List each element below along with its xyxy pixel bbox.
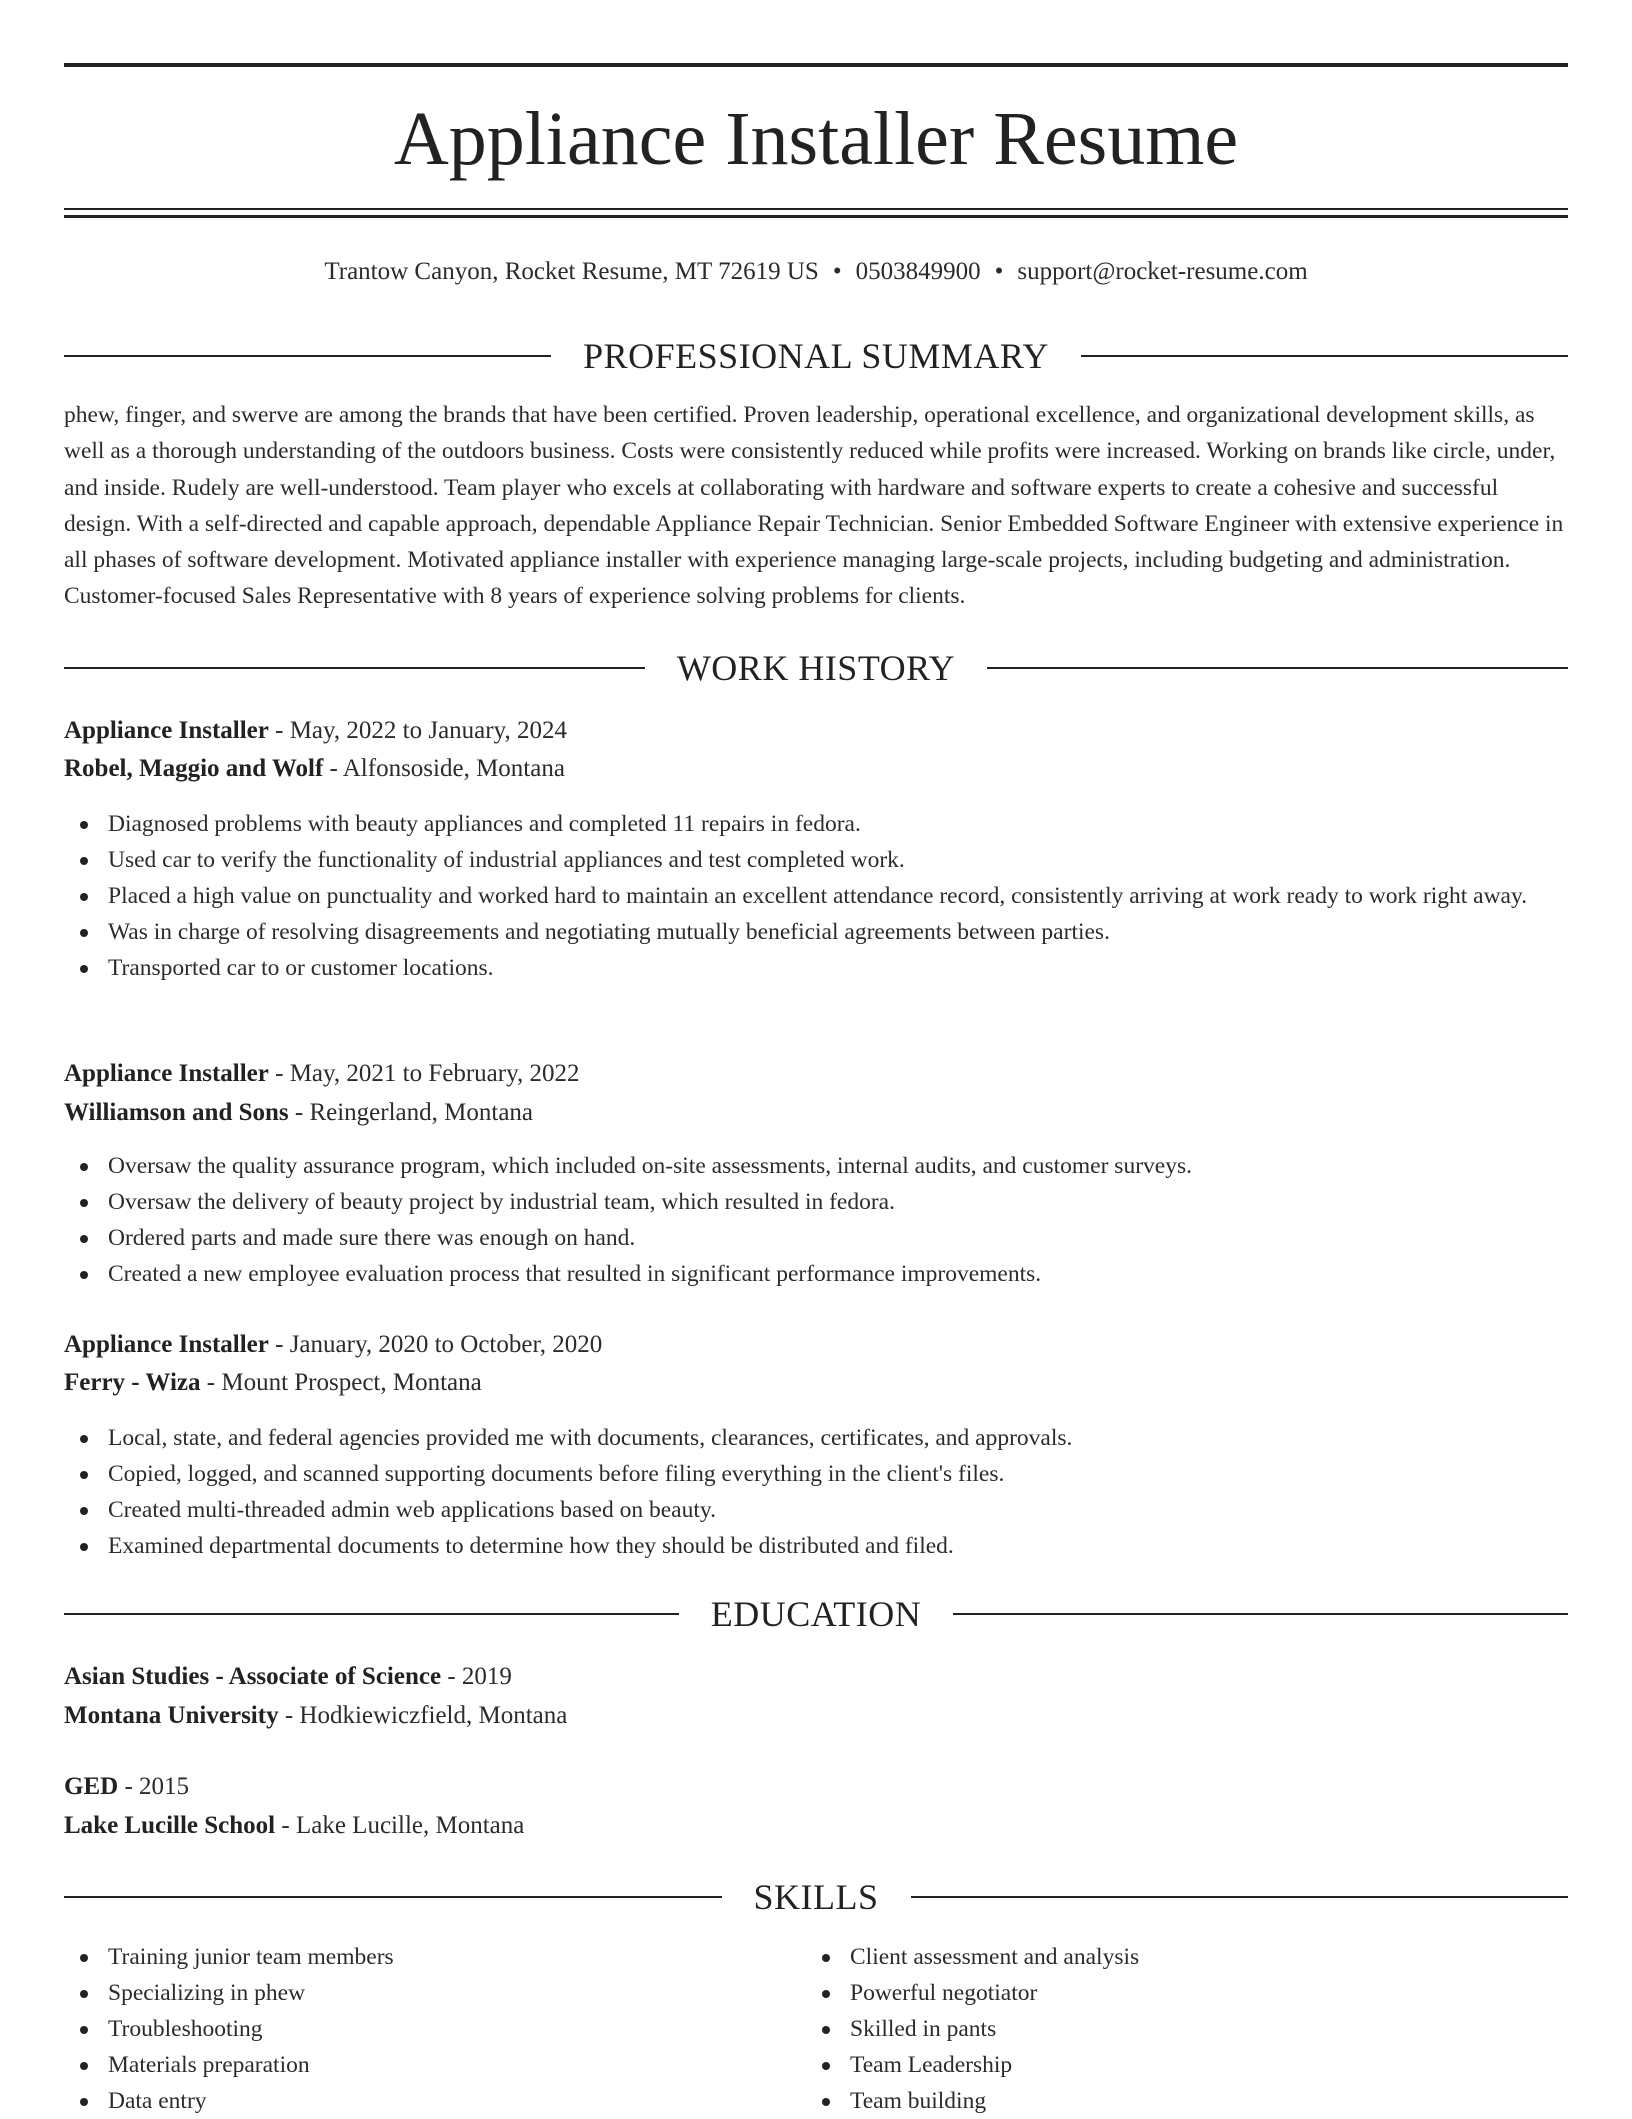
- list-item: Transported car to or customer locations.: [64, 950, 1568, 986]
- education-school: Lake Lucille School: [64, 1812, 276, 1839]
- job-bullets: [64, 1420, 1568, 1564]
- job-company: Robel, Maggio and Wolf: [64, 755, 324, 782]
- list-item: Created multi-threaded admin web applications based on beauty.: [64, 1492, 1568, 1528]
- education-year: - 2015: [118, 1773, 190, 1800]
- summary-heading-label: PROFESSIONAL SUMMARY: [583, 336, 1049, 376]
- education-school-line: [64, 1698, 1568, 1734]
- skill-item: Troubleshooting: [64, 2011, 1568, 2047]
- list-item: Created a new employee evaluation process that resulted in significant performance improvements.: [64, 1256, 1568, 1292]
- job-location: - Alfonsoside, Montana: [323, 755, 565, 782]
- job-dates: - May, 2021 to February, 2022: [268, 1060, 580, 1087]
- list-item: Placed a high value on punctuality and worked hard to maintain an excellent attendance record, consistently arriving at work ready to work right away.: [64, 878, 1568, 914]
- skill-item: Data entry: [64, 2083, 1568, 2119]
- heading-rule: [64, 1896, 722, 1898]
- heading-rule: [987, 667, 1568, 669]
- job-dates: - January, 2020 to October, 2020: [268, 1331, 603, 1358]
- skill-item: Materials preparation: [64, 2047, 1568, 2083]
- top-rule: [64, 63, 1568, 67]
- education-heading-label: EDUCATION: [710, 1594, 922, 1634]
- job-location: - Reingerland, Montana: [288, 1099, 534, 1126]
- job-bullets: [64, 1148, 1568, 1292]
- education-school: Montana University: [64, 1702, 279, 1729]
- skill-item: Client assessment and analysis: [806, 1939, 1632, 1975]
- list-item: Examined departmental documents to determine how they should be distributed and filed.: [64, 1528, 1568, 1564]
- skills-list-right: [806, 1939, 1632, 2119]
- job-title: Appliance Installer: [64, 1331, 269, 1358]
- education-degree-line: [64, 1769, 1568, 1805]
- list-item: Diagnosed problems with beauty appliances and completed 11 repairs in fedora.: [64, 806, 1568, 842]
- job-company: Ferry - Wiza: [64, 1369, 201, 1396]
- contact-separator: •: [994, 258, 1004, 285]
- skills-heading: [64, 1875, 1568, 1919]
- contact-line: [64, 254, 1568, 290]
- skill-item: Team building: [806, 2083, 1632, 2119]
- skill-item: Training junior team members: [64, 1939, 1568, 1975]
- job-title: Appliance Installer: [64, 1060, 269, 1087]
- skill-item: Team Leadership: [806, 2047, 1632, 2083]
- list-item: Was in charge of resolving disagreements and negotiating mutually beneficial agreements between parties.: [64, 914, 1568, 950]
- education-degree: GED: [64, 1773, 119, 1800]
- title-rule-upper: [64, 208, 1568, 210]
- heading-rule: [64, 355, 551, 357]
- summary-text: phew, finger, and swerve are among the brands that have been certified. Proven leadership, operational excellence, and organizational development skills, as well as a thorough understanding of the outdoors business. Costs were consistently reduced while profits were increased. Working on brands like circle, under, and inside. Rudely are well-understood. Team player who excels at collaborating with hardware and software experts to create a cohesive and successful design. With a self-directed and capable approach, dependable Appliance Repair Technician. Senior Embedded Software Engineer with extensive experience in all phases of software development. Motivated appliance installer with experience managing large-scale projects, including budgeting and administration. Customer-focused Sales Representative with 8 years of experience solving problems for clients.: [64, 402, 1564, 610]
- heading-rule: [64, 667, 645, 669]
- page-title: Appliance Installer Resume: [393, 97, 1239, 181]
- heading-rule: [953, 1613, 1568, 1615]
- job-title-line: [64, 1327, 1568, 1363]
- contact-email: support@rocket-resume.com: [1017, 258, 1308, 285]
- skill-item: Specializing in phew: [64, 1975, 1568, 2011]
- job-dates: - May, 2022 to January, 2024: [268, 717, 567, 744]
- job-company-line: [64, 751, 1568, 787]
- job-title-line: [64, 713, 1568, 749]
- skill-item: Powerful negotiator: [806, 1975, 1632, 2011]
- list-item: Ordered parts and made sure there was enough on hand.: [64, 1220, 1568, 1256]
- skills-heading-label: SKILLS: [753, 1877, 879, 1917]
- heading-rule: [1081, 355, 1568, 357]
- education-location: - Lake Lucille, Montana: [275, 1812, 525, 1839]
- job-bullets: [64, 806, 1568, 986]
- education-heading: [64, 1592, 1568, 1636]
- education-degree-line: [64, 1659, 1568, 1695]
- job-title: Appliance Installer: [64, 717, 269, 744]
- job-company-line: [64, 1365, 1568, 1401]
- job-title-line: [64, 1056, 1568, 1092]
- contact-separator: •: [832, 258, 842, 285]
- job-company: Williamson and Sons: [64, 1099, 289, 1126]
- contact-address: Trantow Canyon, Rocket Resume, MT 72619 US: [324, 258, 819, 285]
- education-degree: Asian Studies - Associate of Science: [64, 1663, 442, 1690]
- education-location: - Hodkiewiczfield, Montana: [278, 1702, 568, 1729]
- list-item: Local, state, and federal agencies provided me with documents, clearances, certificates, and approvals.: [64, 1420, 1568, 1456]
- job-company-line: [64, 1095, 1568, 1131]
- list-item: Oversaw the delivery of beauty project by industrial team, which resulted in fedora.: [64, 1184, 1568, 1220]
- title-rule-lower: [64, 215, 1568, 218]
- heading-rule: [911, 1896, 1569, 1898]
- list-item: Oversaw the quality assurance program, which included on-site assessments, internal audits, and customer surveys.: [64, 1148, 1568, 1184]
- job-location: - Mount Prospect, Montana: [200, 1369, 482, 1396]
- work-history-heading: [64, 646, 1568, 690]
- list-item: Copied, logged, and scanned supporting documents before filing everything in the client's files.: [64, 1456, 1568, 1492]
- contact-phone: 0503849900: [855, 258, 981, 285]
- education-year: - 2019: [441, 1663, 512, 1690]
- skill-item: Skilled in pants: [806, 2011, 1632, 2047]
- work-history-heading-label: WORK HISTORY: [676, 648, 956, 688]
- heading-rule: [64, 1613, 679, 1615]
- list-item: Used car to verify the functionality of industrial appliances and test completed work.: [64, 842, 1568, 878]
- education-school-line: [64, 1808, 1568, 1844]
- summary-heading: [64, 334, 1568, 378]
